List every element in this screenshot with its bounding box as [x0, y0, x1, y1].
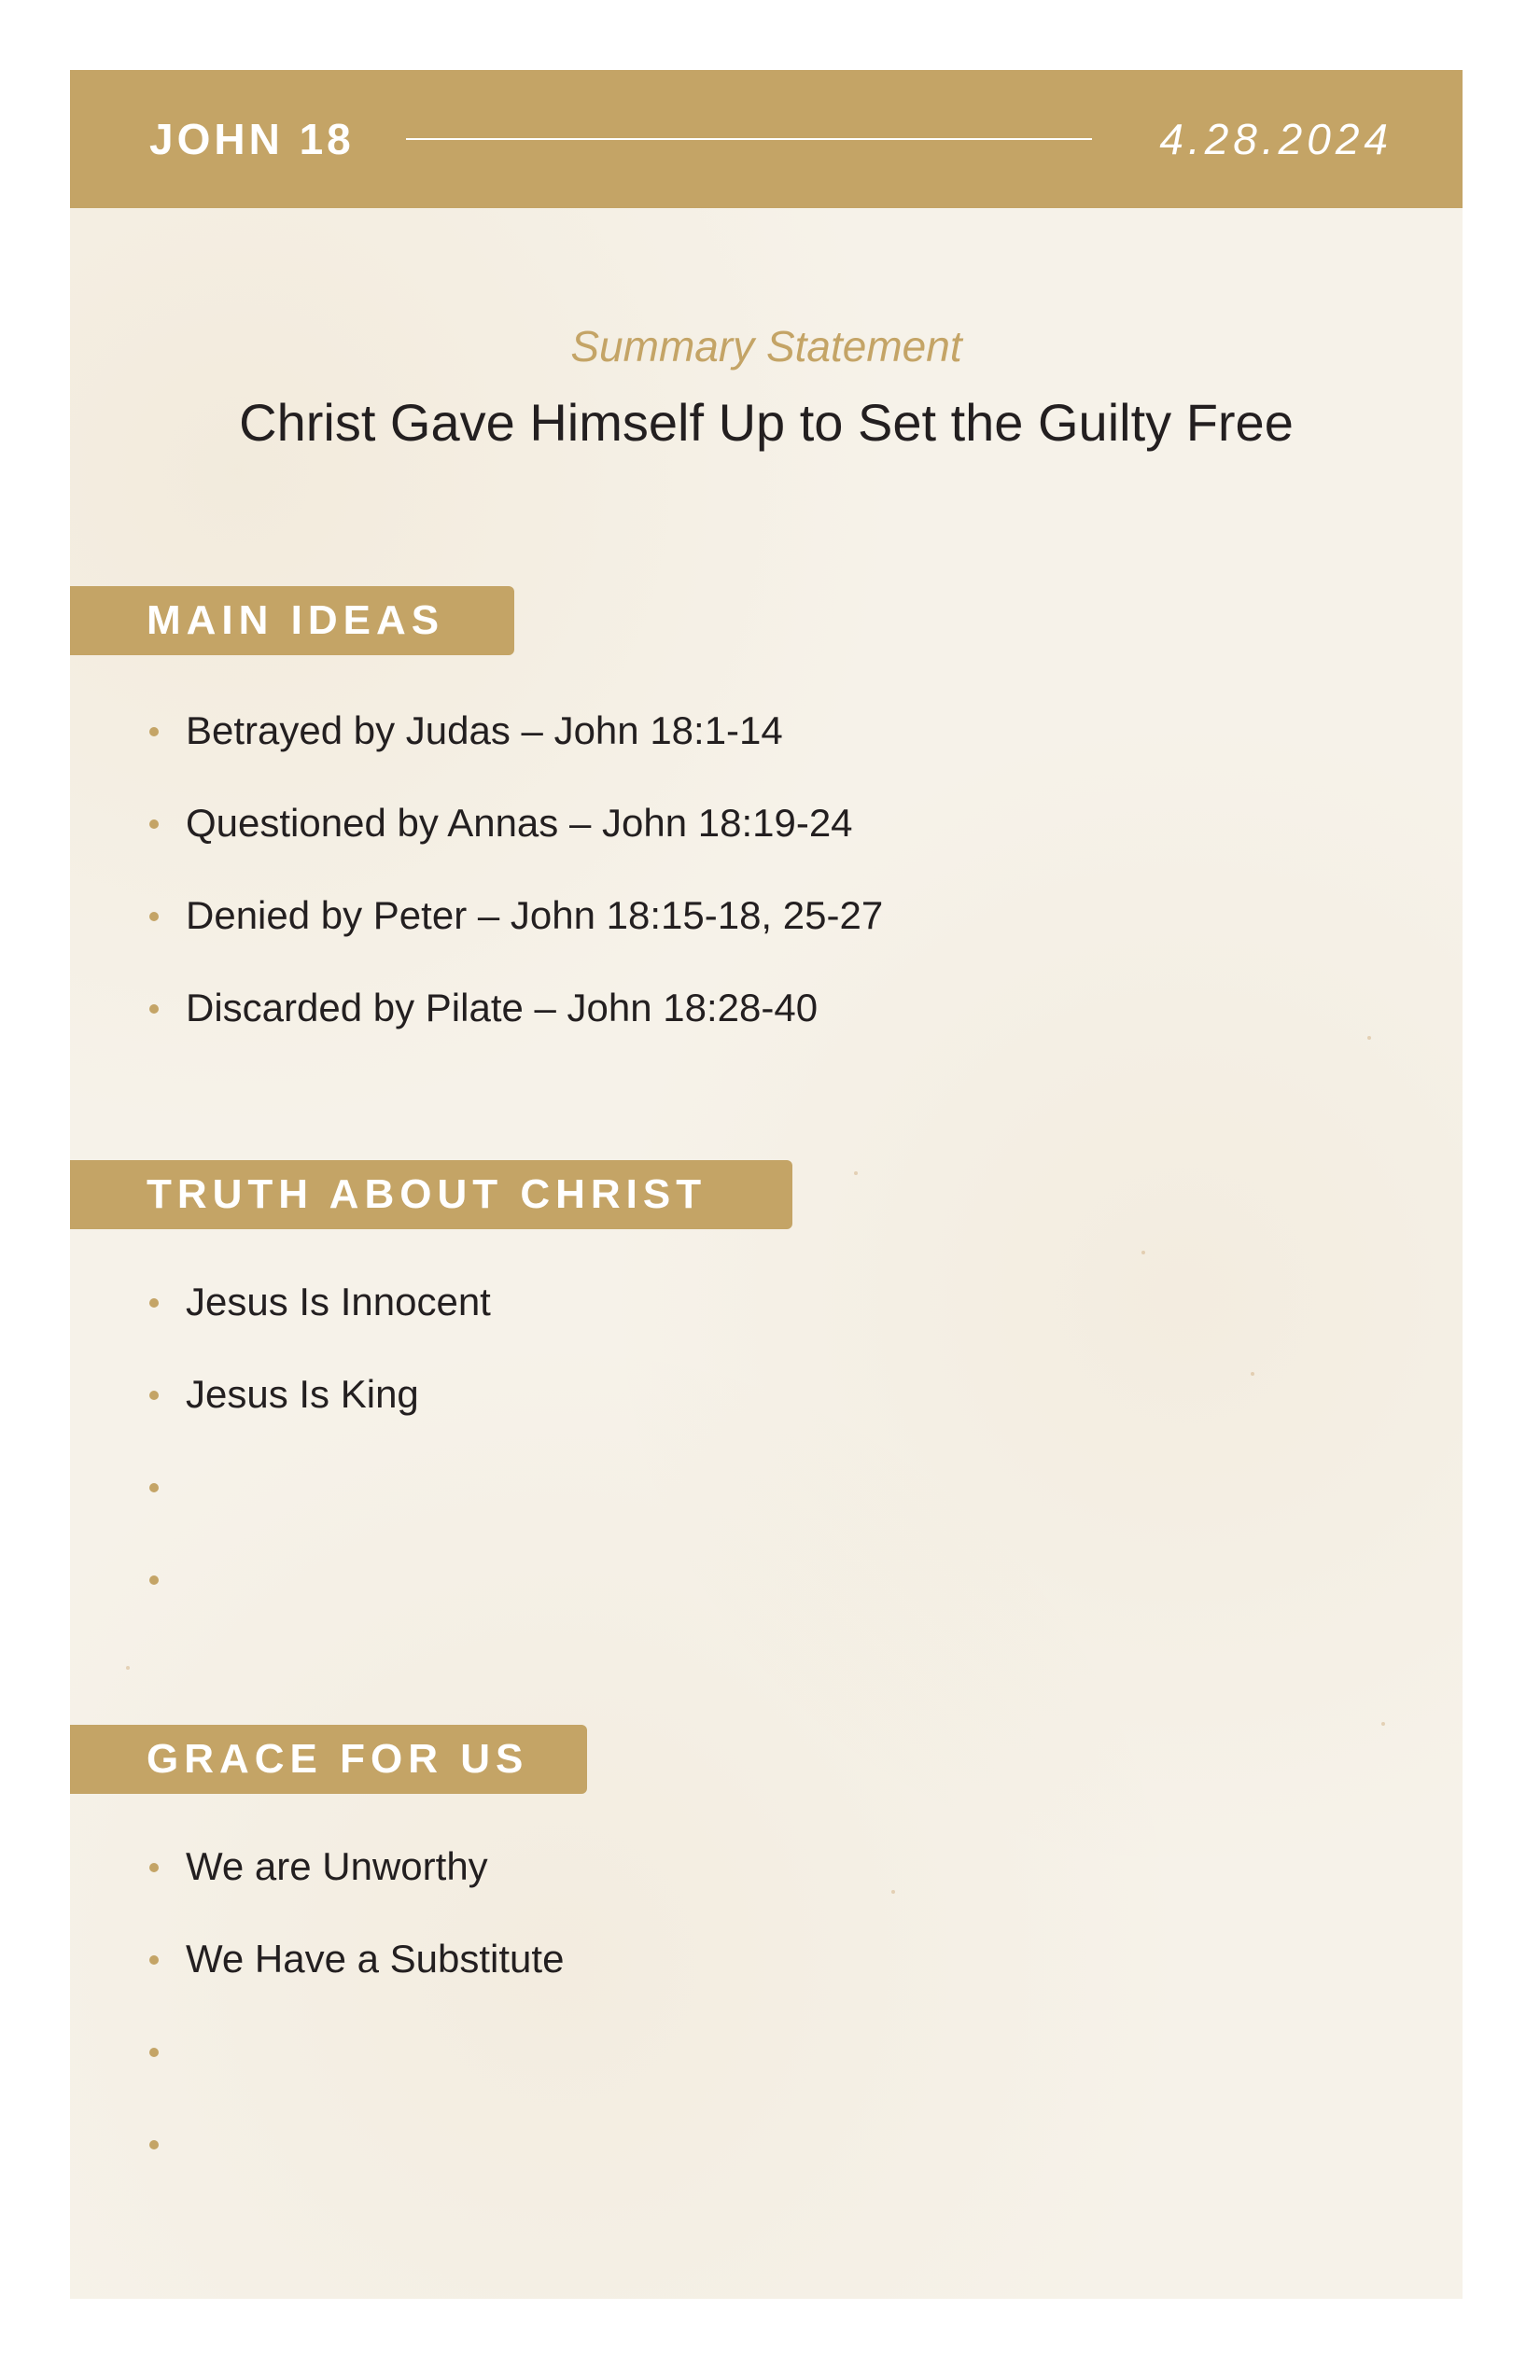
paper-speck: [891, 1890, 895, 1894]
header-bar: [70, 70, 1463, 208]
bullet-icon: [149, 1575, 159, 1585]
list-item-text: Denied by Peter – John 18:15-18, 25-27: [186, 893, 884, 937]
paper-speck: [1141, 1251, 1145, 1254]
list-item: [70, 1276, 491, 1368]
section-header-main-ideas: MAIN IDEAS: [70, 586, 514, 655]
header-date: 4.28.2024: [1159, 115, 1393, 163]
notes-page: [70, 70, 1463, 2299]
bullet-icon: [149, 912, 159, 921]
bullet-icon: [149, 1391, 159, 1400]
bullet-icon: [149, 1955, 159, 1965]
list-item-text: Jesus Is King: [186, 1372, 419, 1416]
truth-about-christ-list: [70, 1276, 491, 1645]
summary-label: Summary Statement: [570, 322, 962, 371]
bullet-icon: [149, 2048, 159, 2057]
list-item: [70, 1841, 564, 1933]
list-item-text: We are Unworthy: [186, 1844, 488, 1888]
list-item: [70, 705, 883, 797]
list-item: [70, 889, 883, 982]
paper-speck: [1251, 1372, 1254, 1376]
list-item: [70, 1933, 564, 2025]
list-item: [70, 797, 883, 889]
header-book: JOHN 18: [149, 115, 355, 163]
list-item-text: Betrayed by Judas – John 18:1-14: [186, 708, 783, 752]
summary-title: Christ Gave Himself Up to Set the Guilty Free: [239, 393, 1294, 452]
bullet-icon: [149, 727, 159, 736]
list-item: [70, 982, 883, 1074]
list-item: [70, 2025, 564, 2118]
list-item: [70, 2118, 564, 2210]
paper-speck: [1367, 1036, 1371, 1040]
section-header-grace-for-us: GRACE FOR US: [70, 1725, 587, 1794]
grace-for-us-list: [70, 1841, 564, 2210]
paper-speck: [854, 1171, 858, 1175]
bullet-icon: [149, 1004, 159, 1014]
section-header-truth-about-christ: TRUTH ABOUT CHRIST: [70, 1160, 792, 1229]
header-divider: [406, 138, 1092, 140]
list-item-text: Jesus Is Innocent: [186, 1280, 491, 1323]
bullet-icon: [149, 1298, 159, 1308]
list-item: [70, 1553, 491, 1645]
list-item-text: We Have a Substitute: [186, 1937, 565, 1981]
list-item: [70, 1461, 491, 1553]
list-item-text: Questioned by Annas – John 18:19-24: [186, 801, 853, 845]
main-ideas-list: [70, 705, 883, 1074]
bullet-icon: [149, 819, 159, 829]
bullet-icon: [149, 2140, 159, 2149]
list-item-text: Discarded by Pilate – John 18:28-40: [186, 986, 819, 1029]
paper-speck: [1381, 1722, 1385, 1726]
paper-speck: [126, 1666, 130, 1670]
bullet-icon: [149, 1483, 159, 1492]
list-item: [70, 1368, 491, 1461]
bullet-icon: [149, 1863, 159, 1872]
